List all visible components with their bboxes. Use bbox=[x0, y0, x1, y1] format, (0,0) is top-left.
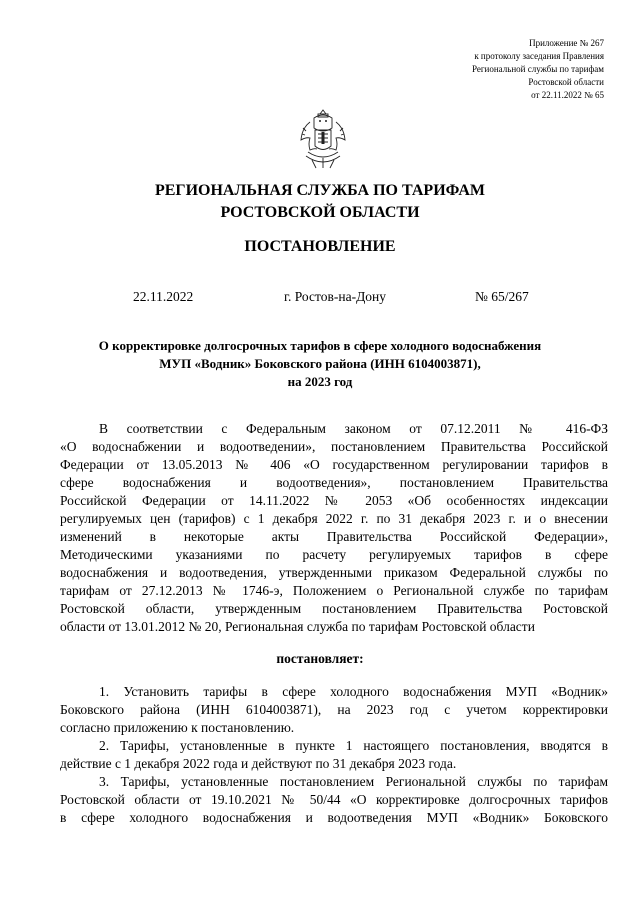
item-1 bbox=[60, 683, 608, 737]
item-line: 2. Тарифы, установленные в пункте 1 настоящего постановления, вводятся в bbox=[99, 738, 608, 753]
preamble-line: водоснабжения и водоотведения, утвержденными приказом Федеральной службы по bbox=[60, 565, 608, 580]
appendix-note bbox=[472, 37, 604, 102]
item-line: в сфере холодного водоснабжения и водоотведения МУП «Водник» Боковского bbox=[60, 810, 608, 825]
document-date: 22.11.2022 bbox=[133, 289, 194, 304]
preamble-line: Ростовской области, утвержденным постановлением Правительства Ростовской bbox=[60, 601, 608, 616]
appendix-line: Приложение № 267 bbox=[529, 38, 604, 48]
preamble-line: тарифам от 27.12.2013 № 1746-э, Положением о Региональной службе по тарифам bbox=[60, 583, 608, 598]
preamble-paragraph bbox=[60, 420, 608, 636]
subject-line: МУП «Водник» Боковского района (ИНН 6104003871), bbox=[159, 356, 481, 371]
coat-of-arms-icon bbox=[298, 108, 348, 170]
preamble-line: «О водоснабжении и водоотведении», постановлением Правительства Российской bbox=[60, 439, 608, 454]
item-line: Ростовской области от 19.10.2021 № 50/44 «О корректировке долгосрочных тарифов bbox=[60, 792, 608, 807]
item-line: 3. Тарифы, установленные постановлением Региональной службы по тарифам bbox=[99, 774, 608, 789]
appendix-line: к протоколу заседания Правления bbox=[474, 51, 604, 61]
item-2 bbox=[60, 737, 608, 773]
preamble-line: сфере водоснабжения и водоотведения», постановлением Правительства bbox=[60, 475, 608, 490]
item-line: согласно приложению к постановлению. bbox=[60, 720, 295, 735]
appendix-line: Ростовской области bbox=[528, 77, 604, 87]
preamble-line: области от 13.01.2012 № 20, Региональная служба по тарифам Ростовской области bbox=[60, 619, 535, 634]
item-line: Боковского района (ИНН 6104003871), на 2023 год с учетом корректировки bbox=[60, 702, 608, 717]
preamble-line: В соответствии с Федеральным законом от 07.12.2011 № 416-ФЗ bbox=[99, 421, 608, 436]
org-line: РОСТОВСКОЙ ОБЛАСТИ bbox=[220, 204, 420, 221]
resolves-heading: постановляет: bbox=[276, 651, 364, 666]
appendix-line: Региональной службы по тарифам bbox=[471, 64, 604, 74]
document-subject bbox=[0, 337, 640, 391]
document-type: ПОСТАНОВЛЕНИЕ bbox=[244, 238, 396, 255]
org-line: РЕГИОНАЛЬНАЯ СЛУЖБА ПО ТАРИФАМ bbox=[154, 182, 486, 199]
item-3 bbox=[60, 773, 608, 827]
subject-line: О корректировке долгосрочных тарифов в сфере холодного водоснабжения bbox=[98, 338, 542, 353]
document-number: № 65/267 bbox=[475, 289, 529, 304]
resolution-items bbox=[60, 683, 608, 827]
preamble-line: Методическими указаниями по расчету регулируемых тарифов в сфере bbox=[60, 547, 608, 562]
preamble-line: Российской Федерации от 14.11.2022 № 2053 «Об особенностях индексации bbox=[60, 493, 608, 508]
appendix-line: от 22.11.2022 № 65 bbox=[531, 90, 604, 100]
preamble-line: регулируемых цен (тарифов) с 1 декабря 2022 г. по 31 декабря 2023 г. и о внесении bbox=[60, 511, 608, 526]
organization-name bbox=[0, 180, 640, 224]
preamble-line: изменений в некоторые акты Правительства Российской Федерации», bbox=[60, 529, 608, 544]
subject-line: на 2023 год bbox=[287, 374, 353, 389]
preamble-line: Федерации от 13.05.2013 № 406 «О государственном регулировании тарифов в bbox=[60, 457, 608, 472]
item-line: 1. Установить тарифы в сфере холодного водоснабжения МУП «Водник» bbox=[99, 684, 608, 699]
document-place: г. Ростов-на-Дону bbox=[284, 289, 387, 304]
item-line: действие с 1 декабря 2022 года и действуют по 31 декабря 2023 года. bbox=[60, 756, 457, 771]
